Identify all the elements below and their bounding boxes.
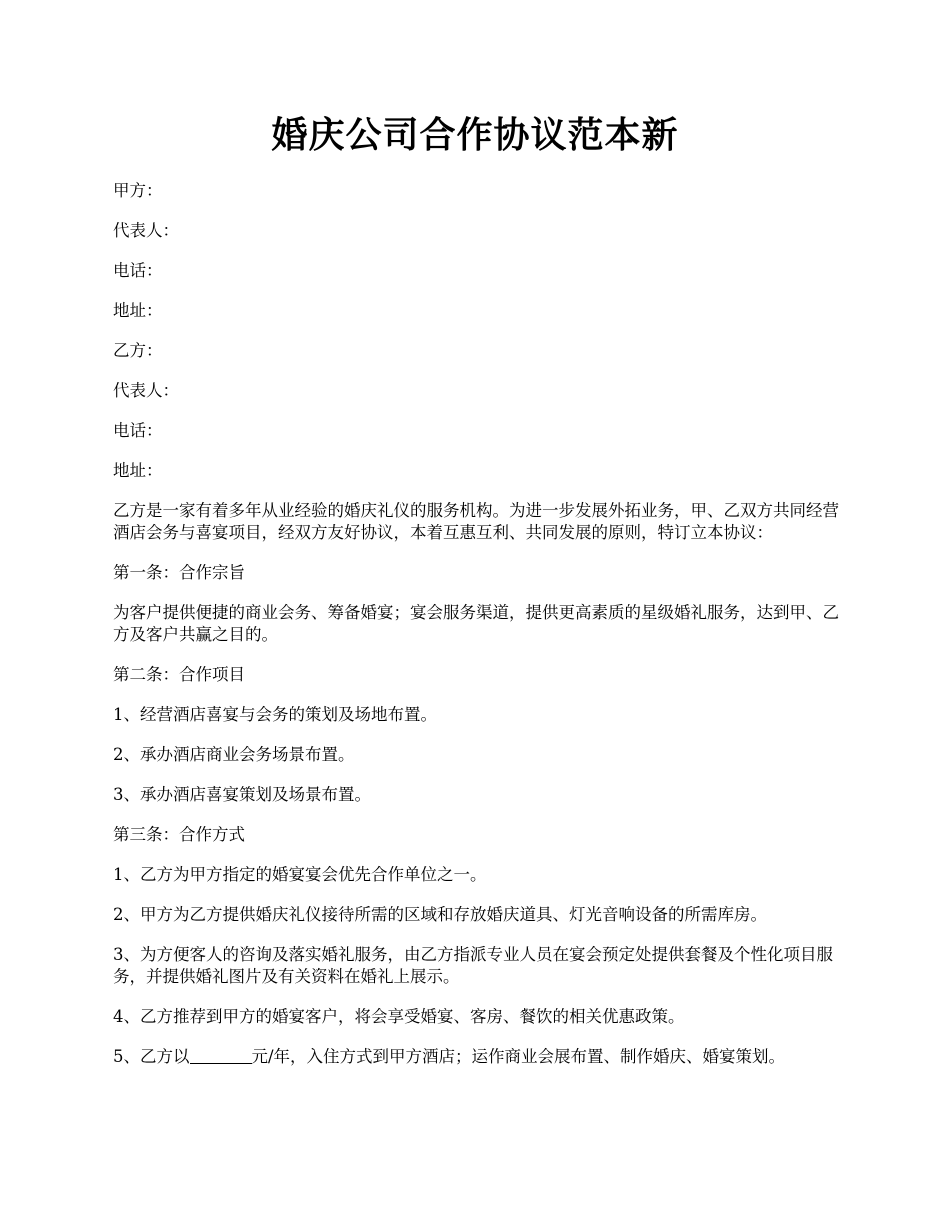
article-1-body: 为客户提供便捷的商业会务、筹备婚宴；宴会服务渠道，提供更高素质的星级婚礼服务，达到甲、乙方及客户共赢之目的。 [113,603,839,644]
article-3-heading: 第三条：合作方式 [113,825,245,844]
party-b-representative: 代表人： [113,381,179,400]
article-3-item: 2、甲方为乙方提供婚庆礼仪接待所需的区域和存放婚庆道具、灯光音响设备的所需库房。 [113,905,767,924]
article-1-heading: 第一条：合作宗旨 [113,563,245,582]
article-2-item: 1、经营酒店喜宴与会务的策划及场地布置。 [113,705,437,724]
party-a-representative: 代表人： [113,221,179,240]
document-body [113,180,843,1086]
party-b-address: 地址： [113,461,163,480]
article-3-item-5 [113,1046,843,1068]
party-b-phone: 电话： [113,421,163,440]
document-title: 婚庆公司合作协议范本新 [271,114,679,156]
item-5-prefix: 5、乙方以 [113,1047,190,1066]
intro-paragraph: 乙方是一家有着多年从业经验的婚庆礼仪的服务机构。为进一步发展外拓业务，甲、乙双方共同经营酒店会务与喜宴项目，经双方友好协议，本着互惠互利、共同发展的原则，特订立本协议： [113,501,839,542]
article-3-item: 3、为方便客人的咨询及落实婚礼服务，由乙方指派专业人员在宴会预定处提供套餐及个性化项目服务，并提供婚礼图片及有关资料在婚礼上展示。 [113,945,833,986]
article-3-item: 4、乙方推荐到甲方的婚宴客户，将会享受婚宴、客房、餐饮的相关优惠政策。 [113,1007,685,1026]
party-b-label: 乙方： [113,341,163,360]
party-a-label: 甲方： [113,181,163,200]
item-5-suffix: 元/年，入住方式到甲方酒店；运作商业会展布置、制作婚庆、婚宴策划。 [251,1047,786,1066]
article-3-item: 1、乙方为甲方指定的婚宴宴会优先合作单位之一。 [113,865,487,884]
article-2-item: 2、承办酒店商业会务场景布置。 [113,745,355,764]
fill-in-blank [190,1047,252,1064]
article-2-item: 3、承办酒店喜宴策划及场景布置。 [113,785,371,804]
party-a-address: 地址： [113,301,163,320]
party-a-phone: 电话： [113,261,163,280]
article-2-heading: 第二条：合作项目 [113,665,245,684]
